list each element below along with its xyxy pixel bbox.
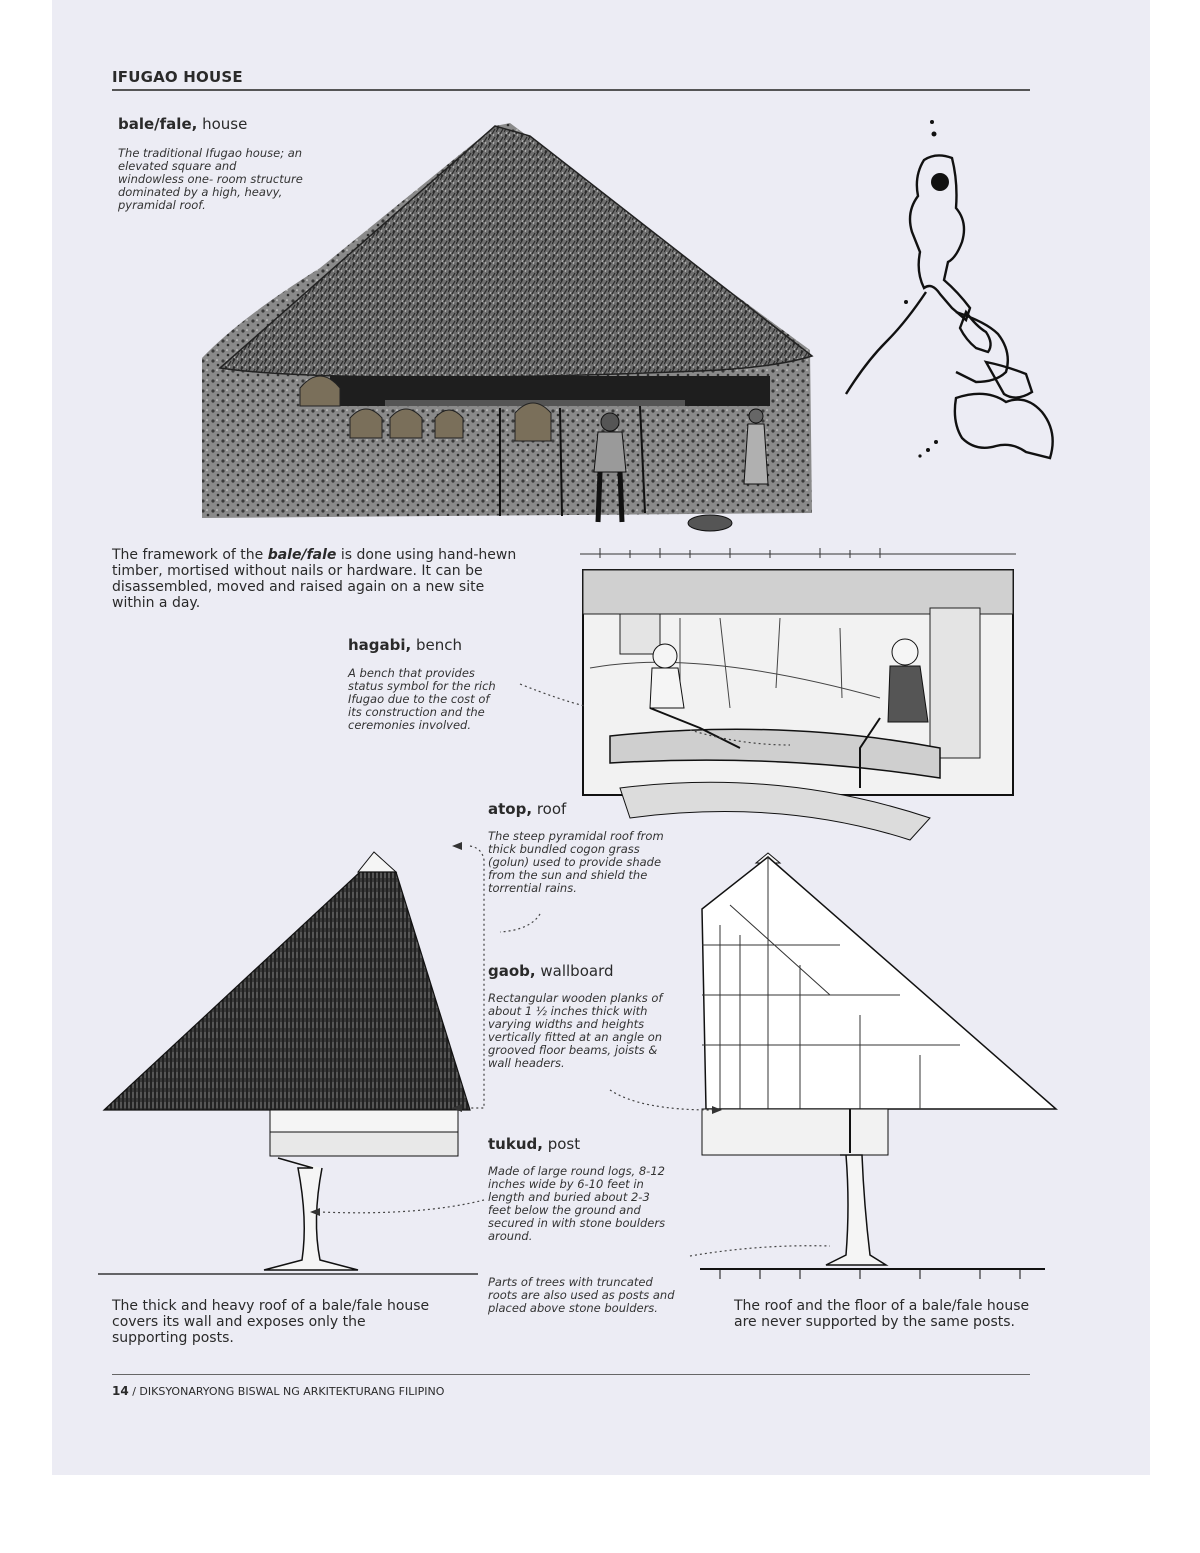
emphasis-bale: bale/fale: [267, 547, 337, 563]
desc-line: windowless one- room structure: [118, 172, 303, 186]
desc-line: roots are also used as posts and: [488, 1288, 675, 1302]
desc-line: vertically fitted at an angle on: [488, 1030, 663, 1044]
desc-line: pyramidal roof.: [118, 198, 206, 212]
text-line: disassembled, moved and raised again on a new site: [112, 579, 485, 595]
page-title: IFUGAO HOUSE: [112, 68, 243, 86]
caption-right: [734, 1298, 1064, 1330]
desc-line: Made of large round logs, 8-12: [488, 1164, 665, 1178]
text-line: The framework of the bale/fale is done using hand-hewn: [112, 547, 517, 563]
desc-line: grooved floor beams, joists &: [488, 1043, 658, 1057]
desc-line: torrential rains.: [488, 881, 577, 895]
caption-line: covers its wall and exposes only the: [112, 1314, 366, 1330]
desc-line: ceremonies involved.: [348, 718, 472, 732]
caption-line: supporting posts.: [112, 1330, 234, 1346]
term-hagabi-word: hagabi,: [348, 636, 412, 654]
caption-line: The roof and the floor of a bale/fale house: [734, 1298, 1030, 1314]
desc-line: secured in with stone boulders: [488, 1216, 666, 1230]
desc-line: inches wide by 6-10 feet in: [488, 1177, 644, 1191]
desc-line: dominated by a high, heavy,: [118, 185, 283, 199]
term-atop-gloss: roof: [532, 800, 567, 818]
term-tukud-gloss: post: [542, 1135, 581, 1153]
desc-line: Rectangular wooden planks of: [488, 991, 663, 1005]
term-hagabi-gloss: bench: [411, 636, 463, 654]
term-atop-word: atop,: [488, 800, 533, 818]
desc-line: Ifugao due to the cost of: [348, 692, 490, 706]
desc-line: Parts of trees with truncated: [488, 1275, 653, 1289]
page-number: 14: [112, 1384, 129, 1398]
term-bale-word: bale/fale,: [118, 115, 198, 133]
desc-line: placed above stone boulders.: [488, 1301, 658, 1315]
desc-line: around.: [488, 1229, 533, 1243]
desc-line: The steep pyramidal roof from: [488, 829, 664, 843]
footer-title: / DIKSYONARYONG BISWAL NG ARKITEKTURANG FILIPINO: [132, 1385, 445, 1398]
desc-line: elevated square and: [118, 159, 237, 173]
term-tukud-word: tukud,: [488, 1135, 543, 1153]
desc-line: wall headers.: [488, 1056, 565, 1070]
caption-left: [112, 1298, 472, 1346]
desc-line: thick bundled cogon grass: [488, 842, 640, 856]
desc-line: (golun) used to provide shade: [488, 855, 662, 869]
desc-line: from the sun and shield the: [488, 868, 648, 882]
footer-rule: [112, 1374, 1030, 1375]
desc-line: length and buried about 2-3: [488, 1190, 650, 1204]
desc-line: feet below the ground and: [488, 1203, 641, 1217]
term-gaob-gloss: wallboard: [535, 962, 614, 980]
page-footer: [112, 1384, 444, 1398]
caption-line: The thick and heavy roof of a bale/fale house: [112, 1298, 430, 1314]
text-line: timber, mortised without nails or hardware. It can be: [112, 563, 483, 579]
desc-line: A bench that provides: [348, 666, 475, 680]
term-bale-gloss: house: [197, 115, 248, 133]
term-gaob-word: gaob,: [488, 962, 536, 980]
desc-line: about 1 ½ inches thick with: [488, 1004, 648, 1018]
text-line: within a day.: [112, 595, 201, 611]
desc-line: status symbol for the rich: [348, 679, 496, 693]
desc-line: The traditional Ifugao house; an: [118, 146, 303, 160]
caption-line: are never supported by the same posts.: [734, 1314, 1015, 1330]
desc-line: varying widths and heights: [488, 1017, 645, 1031]
desc-line: its construction and the: [348, 705, 485, 719]
